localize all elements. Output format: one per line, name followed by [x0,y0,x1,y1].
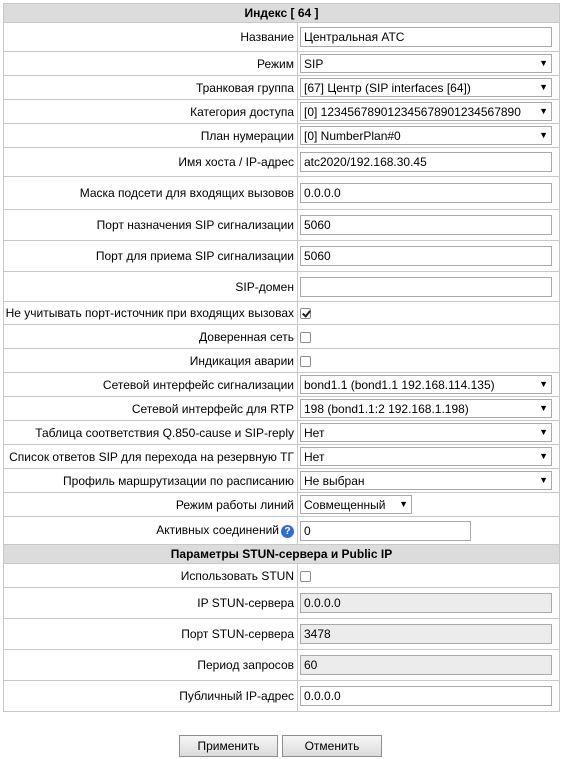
dropdown-arrow-icon: ▼ [539,82,548,92]
public-ip-label: Публичный IP-адрес [4,681,298,712]
line-mode-value: Совмещенный [304,498,386,512]
trunk-group-value: [67] Центр (SIP interfaces [64]) [304,81,471,95]
section-header-index: Индекс [ 64 ] [4,4,560,23]
cancel-button[interactable]: Отменить [282,735,382,757]
name-input[interactable] [300,27,552,47]
use-stun-checkbox[interactable] [300,571,311,582]
access-category-value: [0] 123456789012345678901234567890 [304,105,521,119]
alarm-indication-checkbox[interactable] [300,356,311,367]
stun-port-input[interactable] [300,624,552,644]
sip-reply-list-value: Нет [304,450,325,464]
mode-select[interactable] [300,54,552,73]
rtp-interface-label: Сетевой интерфейс для RTP [4,397,298,421]
numbering-plan-select[interactable] [300,126,552,145]
sip-domain-label: SIP-домен [4,272,298,302]
help-icon[interactable]: ? [281,525,294,538]
recv-port-label: Порт для приема SIP сигнализации [4,241,298,272]
dropdown-arrow-icon: ▼ [539,58,548,68]
sip-reply-list-label: Список ответов SIP для перехода на резервную ТГ [4,445,298,469]
schedule-profile-select[interactable] [300,471,552,490]
line-mode-label: Режим работы линий [4,493,298,517]
trunk-group-select[interactable] [300,78,552,97]
dropdown-arrow-icon: ▼ [539,403,548,413]
active-connections-label: Активных соединений [156,523,279,538]
dropdown-arrow-icon: ▼ [539,106,548,116]
section-header-stun: Параметры STUN-сервера и Public IP [4,545,560,564]
trunk-settings-form [3,3,560,712]
trusted-network-label: Доверенная сеть [4,325,298,349]
dropdown-arrow-icon: ▼ [539,427,548,437]
dropdown-arrow-icon: ▼ [399,499,408,509]
trunk-group-label: Транковая группа [4,76,298,100]
sig-interface-value: bond1.1 (bond1.1 192.168.114.135) [304,378,495,392]
access-category-label: Категория доступа [4,100,298,124]
alarm-indication-label: Индикация аварии [4,349,298,373]
dropdown-arrow-icon: ▼ [539,451,548,461]
dropdown-arrow-icon: ▼ [539,379,548,389]
rtp-interface-value: 198 (bond1.1:2 192.168.1.198) [304,402,469,416]
q850-table-select[interactable] [300,423,552,442]
line-mode-select[interactable] [300,495,412,514]
name-label: Название [4,23,298,52]
host-input[interactable] [300,152,552,172]
use-stun-label: Использовать STUN [4,564,298,588]
ignore-src-port-checkbox[interactable] [300,308,311,319]
subnet-mask-input[interactable] [300,183,552,203]
dropdown-arrow-icon: ▼ [539,130,548,140]
mode-label: Режим [4,52,298,76]
q850-table-label: Таблица соответствия Q.850-cause и SIP-reply [4,421,298,445]
stun-ip-label: IP STUN-сервера [4,588,298,619]
public-ip-input[interactable] [300,686,552,706]
sig-interface-select[interactable] [300,375,552,394]
subnet-mask-label: Маска подсети для входящих вызовов [4,177,298,210]
request-period-label: Период запросов [4,650,298,681]
sip-domain-input[interactable] [300,277,552,297]
dropdown-arrow-icon: ▼ [539,475,548,485]
schedule-profile-value: Не выбран [304,474,365,488]
numbering-plan-value: [0] NumberPlan#0 [304,129,401,143]
access-category-select[interactable] [300,102,552,121]
host-label: Имя хоста / IP-адрес [4,148,298,177]
q850-table-value: Нет [304,426,325,440]
trusted-network-checkbox[interactable] [300,332,311,343]
request-period-input[interactable] [300,655,552,675]
sig-interface-label: Сетевой интерфейс сигнализации [4,373,298,397]
apply-button[interactable]: Применить [179,735,278,757]
active-connections-input[interactable] [300,521,471,541]
schedule-profile-label: Профиль маршрутизации по расписанию [4,469,298,493]
rtp-interface-select[interactable] [300,399,552,418]
mode-value: SIP [304,57,324,71]
active-connections-row-label [4,517,298,545]
numbering-plan-label: План нумерации [4,124,298,148]
dest-port-input[interactable] [300,215,552,235]
ignore-src-port-label: Не учитывать порт-источник при входящих вызовах [4,302,298,325]
dest-port-label: Порт назначения SIP сигнализации [4,210,298,241]
stun-port-label: Порт STUN-сервера [4,619,298,650]
recv-port-input[interactable] [300,246,552,266]
sip-reply-list-select[interactable] [300,447,552,466]
stun-ip-input[interactable] [300,593,552,613]
